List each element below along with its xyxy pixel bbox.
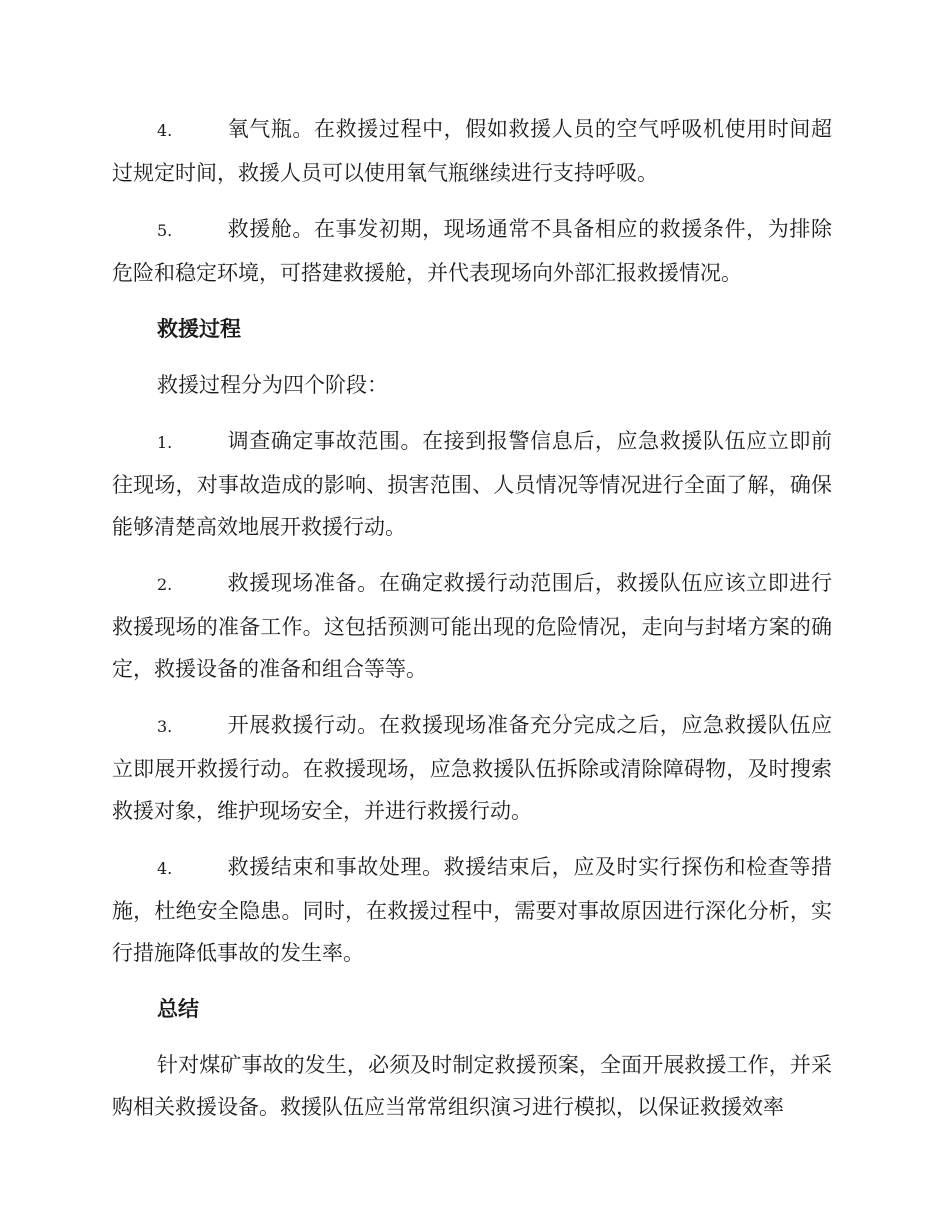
list-item — [112, 108, 832, 194]
document-page — [112, 108, 832, 1142]
section-heading-summary: 总结 — [157, 997, 199, 1021]
list-number: 4. — [157, 859, 173, 878]
list-item — [112, 704, 832, 832]
list-text: 救援舱。在事发初期，现场通常不具备相应的救援条件，为排除危险和稳定环境，可搭建救援舱，并代表现场向外部汇报救援情况。 — [112, 217, 832, 285]
list-text: 氧气瓶。在救援过程中，假如救援人员的空气呼吸机使用时间超过规定时间，救援人员可以使用氧气瓶继续进行支持呼吸。 — [112, 117, 832, 185]
list-item — [112, 420, 832, 548]
list-text: 调查确定事故范围。在接到报警信息后，应急救援队伍应立即前往现场，对事故造成的影响、损害范围、人员情况等情况进行全面了解，确保能够清楚高效地展开救援行动。 — [112, 429, 832, 539]
list-number: 4. — [157, 121, 173, 140]
process-intro: 救援过程分为四个阶段： — [157, 373, 388, 397]
list-number: 5. — [157, 221, 173, 240]
list-number: 2. — [157, 575, 173, 594]
list-text: 救援结束和事故处理。救援结束后，应及时实行探伤和检查等措施，杜绝安全隐患。同时，在救援过程中，需要对事故原因进行深化分析，实行措施降低事故的发生率。 — [112, 855, 832, 965]
list-number: 1. — [157, 433, 173, 452]
list-text: 救援现场准备。在确定救援行动范围后，救援队伍应该立即进行救援现场的准备工作。这包括预测可能出现的危险情况，走向与封堵方案的确定，救援设备的准备和组合等等。 — [112, 571, 832, 681]
list-item — [112, 562, 832, 690]
list-number: 3. — [157, 717, 173, 736]
section-heading-process: 救援过程 — [157, 317, 241, 341]
summary-paragraph: 针对煤矿事故的发生，必须及时制定救援预案，全面开展救援工作，并采购相关救援设备。救援队伍应当常常组织演习进行模拟，以保证救援效率 — [112, 1053, 832, 1119]
list-item — [112, 846, 832, 974]
list-item — [112, 208, 832, 294]
list-text: 开展救援行动。在救援现场准备充分完成之后，应急救援队伍应立即展开救援行动。在救援现场，应急救援队伍拆除或清除障碍物，及时搜索救援对象，维护现场安全，并进行救援行动。 — [112, 713, 832, 823]
